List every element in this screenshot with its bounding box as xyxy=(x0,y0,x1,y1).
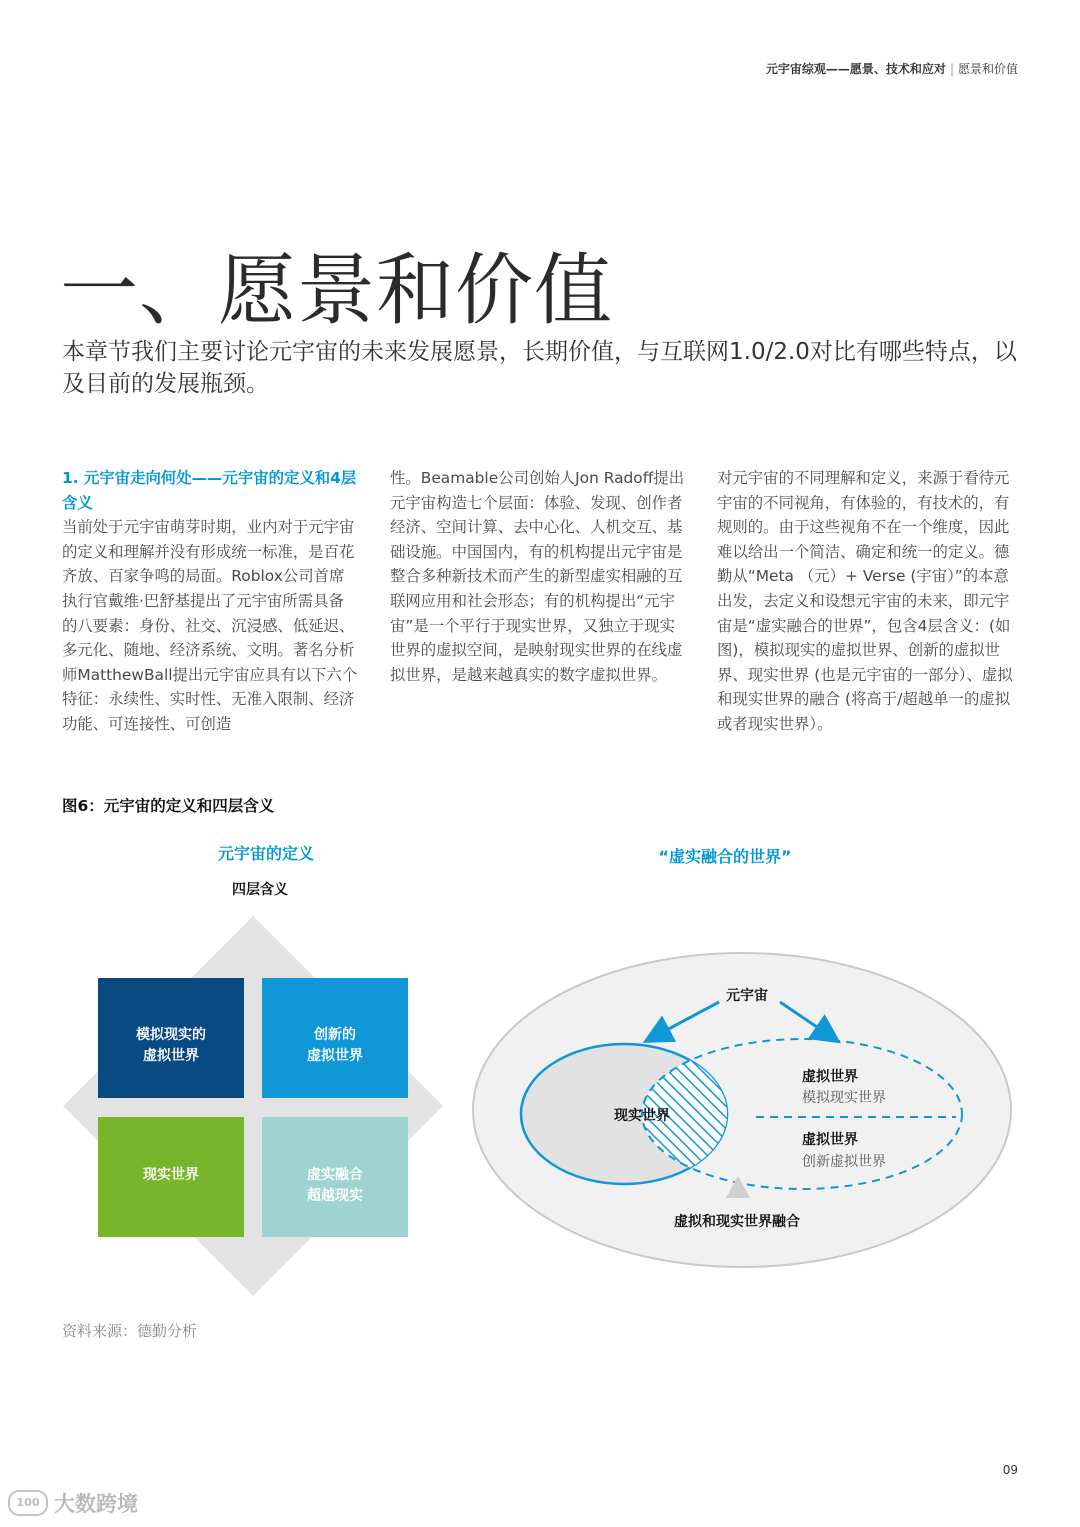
running-header xyxy=(766,60,1018,77)
watermark-text: 大数跨境 xyxy=(54,1492,138,1516)
page-title: 一、愿景和价值 xyxy=(60,246,614,336)
text-column-2 xyxy=(390,466,686,687)
figure-caption: 图6：元宇宙的定义和四层含义 xyxy=(62,797,275,815)
running-header-doc-title: 元宇宙综观——愿景、技术和应对 xyxy=(765,62,946,76)
four-layer-diagram xyxy=(60,836,450,1306)
quadrant-1-line-2: 虚拟世界 xyxy=(143,1048,199,1064)
quadrant-2-line-2: 虚拟世界 xyxy=(307,1048,363,1064)
watermark xyxy=(8,1488,138,1518)
running-header-separator: | xyxy=(949,62,954,76)
running-header-section: 愿景和价值 xyxy=(957,62,1018,76)
virtual-world-1-label: 虚拟世界 xyxy=(802,1069,858,1085)
fusion-world-diagram xyxy=(466,836,1026,1276)
quadrant-3-line-1: 现实世界 xyxy=(143,1167,199,1183)
watermark-logo: 100 xyxy=(8,1490,48,1516)
virtual-world-1-sub: 模拟现实世界 xyxy=(802,1090,886,1106)
quadrant-1-line-1: 模拟现实的 xyxy=(136,1027,206,1043)
quadrant-4-line-2: 超越现实 xyxy=(307,1188,363,1204)
metaverse-label: 元宇宙 xyxy=(726,988,768,1004)
intro-paragraph: 本章节我们主要讨论元宇宙的未来发展愿景，长期价值，与互联网1.0/2.0对比有哪些特点，以及目前的发展瓶颈。 xyxy=(62,339,1017,397)
background-diamond xyxy=(63,916,443,1296)
column-3-text: 对元宇宙的不同理解和定义，来源于看待元宇宙的不同视角，有体验的，有技术的，有规则的。由于这些视角不在一个维度，因此难以给出一个简洁、确定和统一的定义。德勤从“Meta （元）+ Verse (宇宙）”的本意出发，去定义和设想元宇宙的未来，即元宇宙是“虚实融合的世界”，包含4层含义：(如图)，模拟现实的虚拟世界、创新的虚拟世界、现实世界 (也是元宇宙的一部分）、虚拟和现实世界的融合 (将高于/超越单一的虚拟或者现实世界）。 xyxy=(717,469,1013,733)
four-layer-subtitle: 四层含义 xyxy=(232,882,288,898)
column-1-text: 当前处于元宇宙萌芽时期，业内对于元宇宙的定义和理解并没有形成统一标准，是百花齐放、百家争鸣的局面。Roblox公司首席执行官戴维·巴舒基提出了元宇宙所需具备的八要素：身份、社交、沉浸感、低延迟、多元化、随地、经济系统、文明。著名分析师MatthewBall提出元宇宙应具有以下六个特征：永续性、实时性、无准入限制、经济功能、可连接性、可创造 xyxy=(62,518,358,733)
virtual-world-2-label: 虚拟世界 xyxy=(802,1132,858,1148)
section-heading: 1. 元宇宙走向何处——元宇宙的定义和4层含义 xyxy=(62,469,357,512)
column-2-text: 性。Beamable公司创始人Jon Radoff提出元宇宙构造七个层面：体验、发现、创作者经济、空间计算、去中心化、人机交互、基础设施。中国国内，有的机构提出元宇宙是整合多种新技术而产生的新型虚实相融的互联网应用和社会形态；有的机构提出“元宇宙”是一个平行于现实世界，又独立于现实世界的虚拟空间，是映射现实世界的在线虚拟世界，是越来越真实的数字虚拟世界。 xyxy=(390,469,685,684)
source-note: 资料来源：德勤分析 xyxy=(62,1322,198,1340)
real-world-label: 现实世界 xyxy=(614,1108,670,1124)
fusion-world-title: “虚实融合的世界” xyxy=(658,847,792,866)
quadrant-4-line-1: 虚实融合 xyxy=(307,1167,363,1183)
fusion-label: 虚拟和现实世界融合 xyxy=(674,1214,800,1230)
virtual-world-2-sub: 创新虚拟世界 xyxy=(802,1154,886,1170)
text-column-3 xyxy=(717,466,1013,737)
quadrant-2-line-1: 创新的 xyxy=(314,1027,356,1043)
text-column-1 xyxy=(62,466,358,737)
four-layer-title: 元宇宙的定义 xyxy=(217,844,315,863)
page-number: 09 xyxy=(1002,1463,1018,1477)
